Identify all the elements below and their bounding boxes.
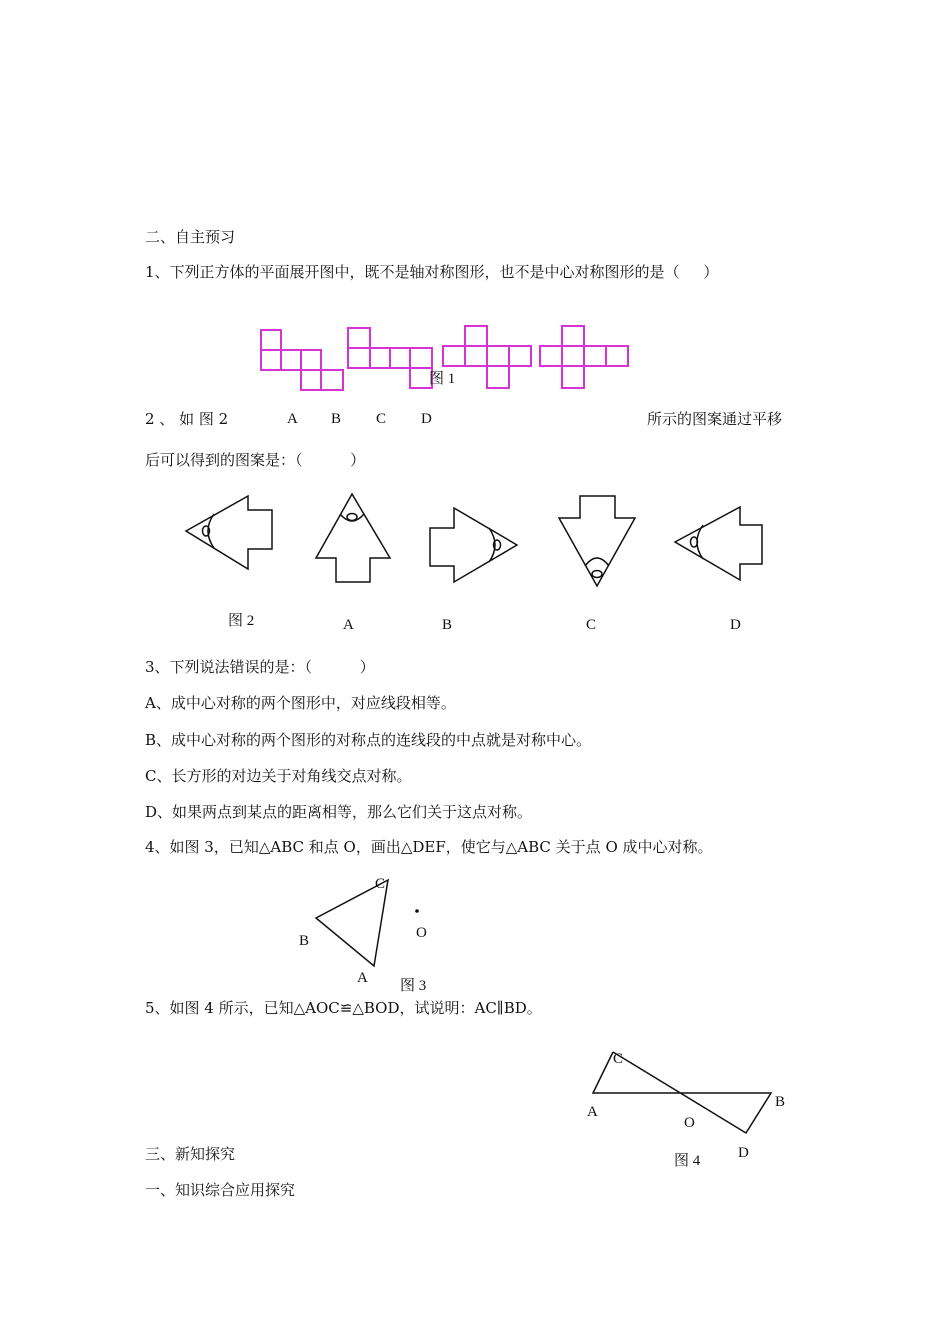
figure-2-label-d: D [730,617,741,633]
figure-4-label-b: B [775,1094,786,1110]
figure-3-label-a: A [357,970,368,986]
figure-4-caption: 图 4 [674,1153,701,1169]
question-2-prefix: 2 、 如 图 2 [145,410,229,428]
question-2-suffix: 所示的图案通过平移 [647,410,783,428]
arrow-option-b [430,508,517,582]
question-2-option-b: B [331,411,342,427]
arrow-option-a [316,494,390,582]
question-3-option-d: D、如果两点到某点的距离相等，那么它们关于这点对称。 [145,803,533,821]
question-2-option-c: C [376,411,387,427]
question-4: 4、如图 3，已知△ABC 和点 O，画出△DEF，使它与△ABC 关于点 O 成中心对称。 [145,838,713,856]
figure-2-caption: 图 2 [228,613,255,629]
cube-net-4 [540,326,628,388]
question-5: 5、如图 4 所示，已知△AOC≌△BOD，试说明：AC∥BD。 [145,999,542,1017]
figure-1-caption: 图 1 [429,371,456,387]
figure-2-label-a: A [343,617,354,633]
section-heading-3: 三、新知探究 [145,1145,236,1163]
figure-2-label-c: C [586,617,597,633]
section-heading-2: 二、自主预习 [145,228,236,246]
figure-3-label-b: B [299,933,310,949]
question-3-option-c: C、长方形的对边关于对角线交点对称。 [145,767,412,785]
figure-2-arrows [0,490,950,600]
figure-2-label-b: B [442,617,453,633]
cube-net-3 [443,326,531,388]
question-3-option-a: A、成中心对称的两个图形中，对应线段相等。 [145,694,456,712]
figure-4-triangles [0,1040,950,1140]
question-2-line-2: 后可以得到的图案是：（ ） [145,451,366,469]
arrow-option-d [675,507,762,580]
arrow-option-c [559,496,635,586]
figure-3-label-o: O [416,925,427,941]
point-o [415,909,419,913]
question-1: 1、下列正方体的平面展开图中，既不是轴对称图形，也不是中心对称图形的是（ ） [145,263,719,281]
cube-net-2 [348,328,432,388]
figure-4-label-a: A [587,1104,598,1120]
cube-net-1 [261,330,343,390]
figure-4-label-c: C [613,1051,624,1067]
figure-4-label-o: O [684,1115,695,1131]
figure-1-cube-nets [0,320,950,440]
question-2-option-d: D [421,411,432,427]
question-3-option-b: B、成中心对称的两个图形的对称点的连线段的中点就是对称中心。 [145,731,592,749]
figure-3-caption: 图 3 [400,978,427,994]
figure-4-label-d: D [738,1145,749,1161]
question-3: 3、下列说法错误的是：（ ） [145,658,375,676]
arrow-figure-2 [186,496,272,569]
question-2-option-a: A [287,411,298,427]
figure-3-label-c: C [375,876,386,892]
figure-3-triangle [0,870,950,990]
subsection-heading-1: 一、知识综合应用探究 [145,1181,296,1199]
